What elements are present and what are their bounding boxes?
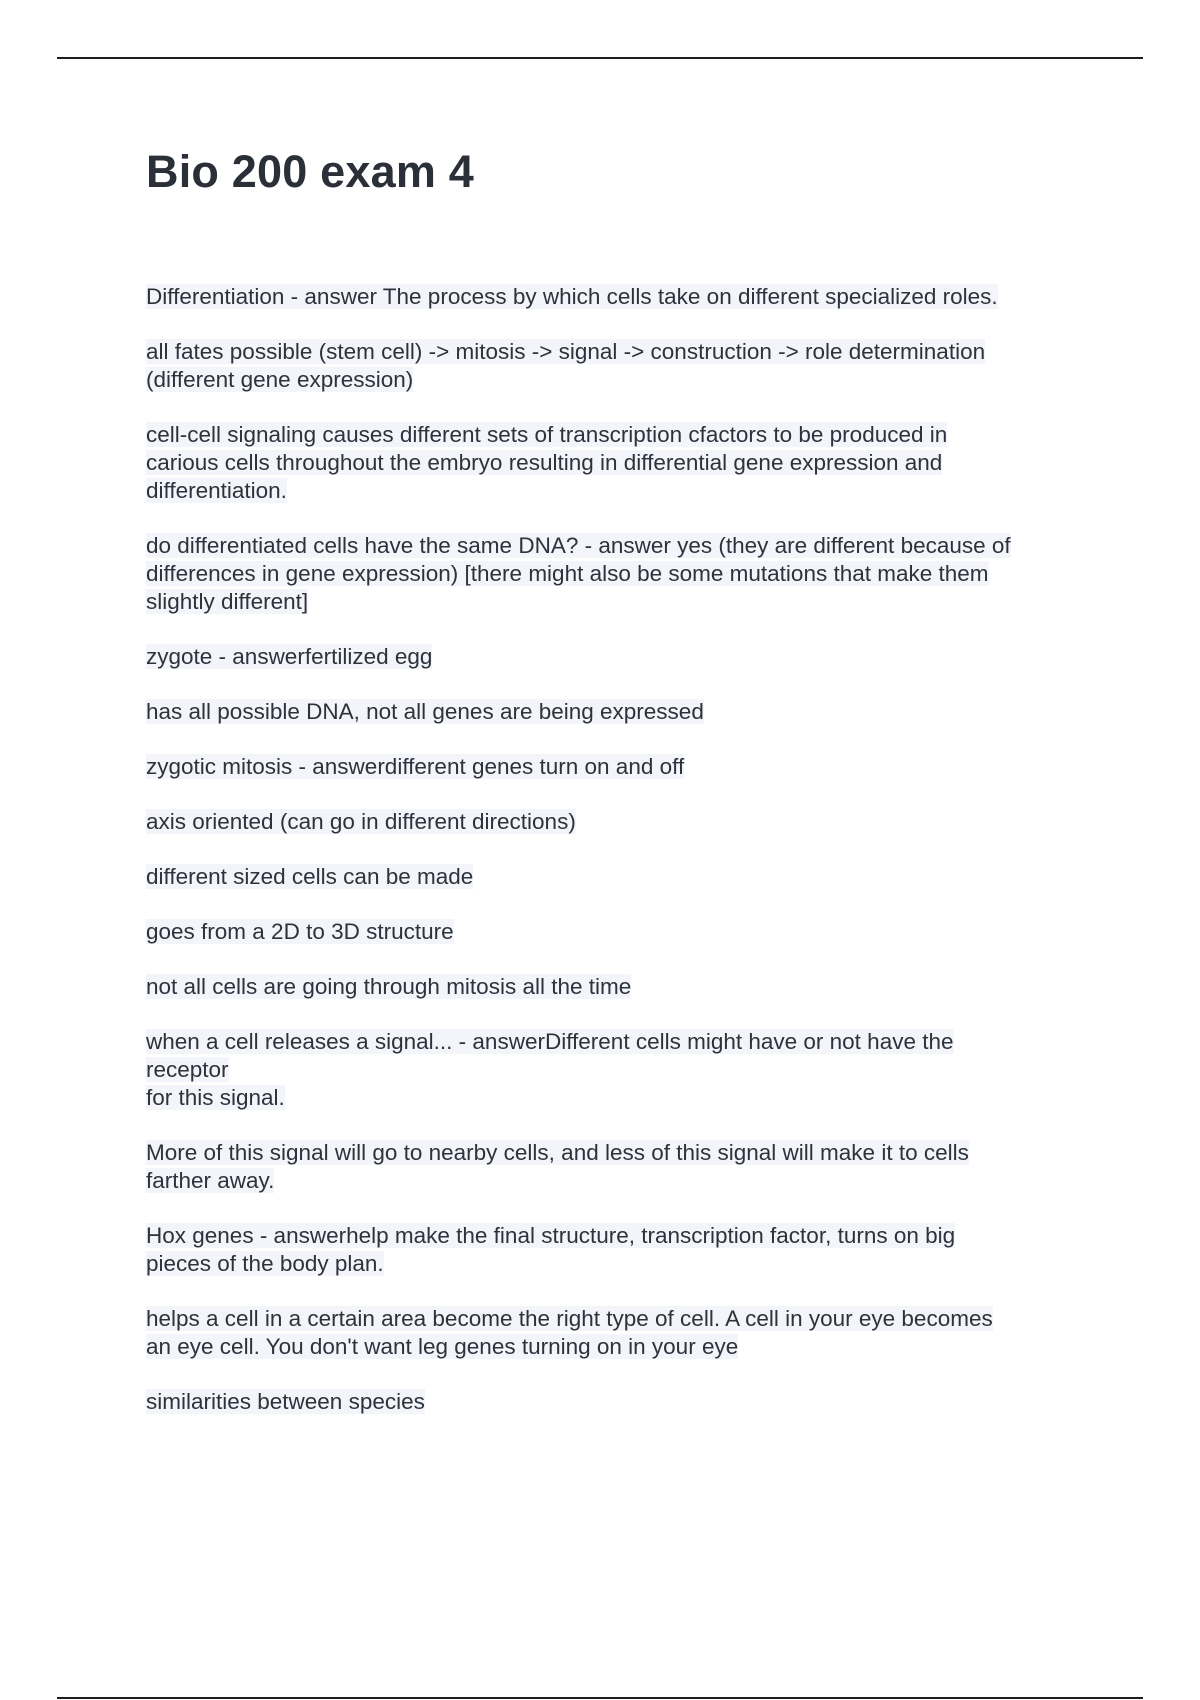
paragraph: [146, 1388, 1086, 1416]
paragraph-line: zygotic mitosis - answerdifferent genes turn on and off: [146, 754, 685, 779]
paragraph: [146, 918, 1086, 946]
paragraph-line: zygote - answerfertilized egg: [146, 644, 433, 669]
paragraph-line: goes from a 2D to 3D structure: [146, 919, 454, 944]
paragraph-line: has all possible DNA, not all genes are being expressed: [146, 699, 704, 724]
paragraph-line: all fates possible (stem cell) -> mitosis -> signal -> construction -> role determination: [146, 339, 986, 364]
paragraph: [146, 1305, 1086, 1361]
paragraph-line: when a cell releases a signal... - answerDifferent cells might have or not have the: [146, 1029, 954, 1054]
paragraph-line: do differentiated cells have the same DNA? - answer yes (they are different because of: [146, 533, 1011, 558]
paragraph-line: Differentiation - answer The process by which cells take on different specialized roles.: [146, 284, 998, 309]
bottom-rule: [57, 1697, 1143, 1699]
paragraph-line: cell-cell signaling causes different sets of transcription cfactors to be produced in: [146, 422, 948, 447]
paragraph-line: carious cells throughout the embryo resulting in differential gene expression and: [146, 450, 943, 475]
paragraph: [146, 421, 1086, 505]
paragraph-line: an eye cell. You don't want leg genes turning on in your eye: [146, 1334, 739, 1359]
paragraph: [146, 1139, 1086, 1195]
document-body: [146, 283, 1086, 1443]
paragraph: [146, 532, 1086, 616]
paragraph-line: (different gene expression): [146, 367, 414, 392]
top-rule: [57, 57, 1143, 59]
paragraph-line: not all cells are going through mitosis all the time: [146, 974, 632, 999]
paragraph: [146, 643, 1086, 671]
paragraph-line: similarities between species: [146, 1389, 425, 1414]
paragraph: [146, 283, 1086, 311]
paragraph: [146, 1028, 1086, 1112]
paragraph-line: slightly different]: [146, 589, 309, 614]
paragraph-line: farther away.: [146, 1168, 275, 1193]
paragraph: [146, 1222, 1086, 1278]
paragraph-line: different sized cells can be made: [146, 864, 474, 889]
paragraph-line: pieces of the body plan.: [146, 1251, 384, 1276]
paragraph-line: axis oriented (can go in different directions): [146, 809, 576, 834]
paragraph: [146, 698, 1086, 726]
paragraph-line: receptor: [146, 1057, 229, 1082]
paragraph-line: differentiation.: [146, 478, 287, 503]
paragraph-line: More of this signal will go to nearby cells, and less of this signal will make it to cells: [146, 1140, 969, 1165]
paragraph-line: Hox genes - answerhelp make the final structure, transcription factor, turns on big: [146, 1223, 956, 1248]
paragraph: [146, 808, 1086, 836]
page-title: Bio 200 exam 4: [146, 146, 474, 197]
paragraph-line: helps a cell in a certain area become the right type of cell. A cell in your eye becomes: [146, 1306, 993, 1331]
paragraph-line: differences in gene expression) [there might also be some mutations that make them: [146, 561, 989, 586]
paragraph: [146, 338, 1086, 394]
paragraph: [146, 863, 1086, 891]
paragraph: [146, 753, 1086, 781]
paragraph: [146, 973, 1086, 1001]
paragraph-line: for this signal.: [146, 1085, 285, 1110]
